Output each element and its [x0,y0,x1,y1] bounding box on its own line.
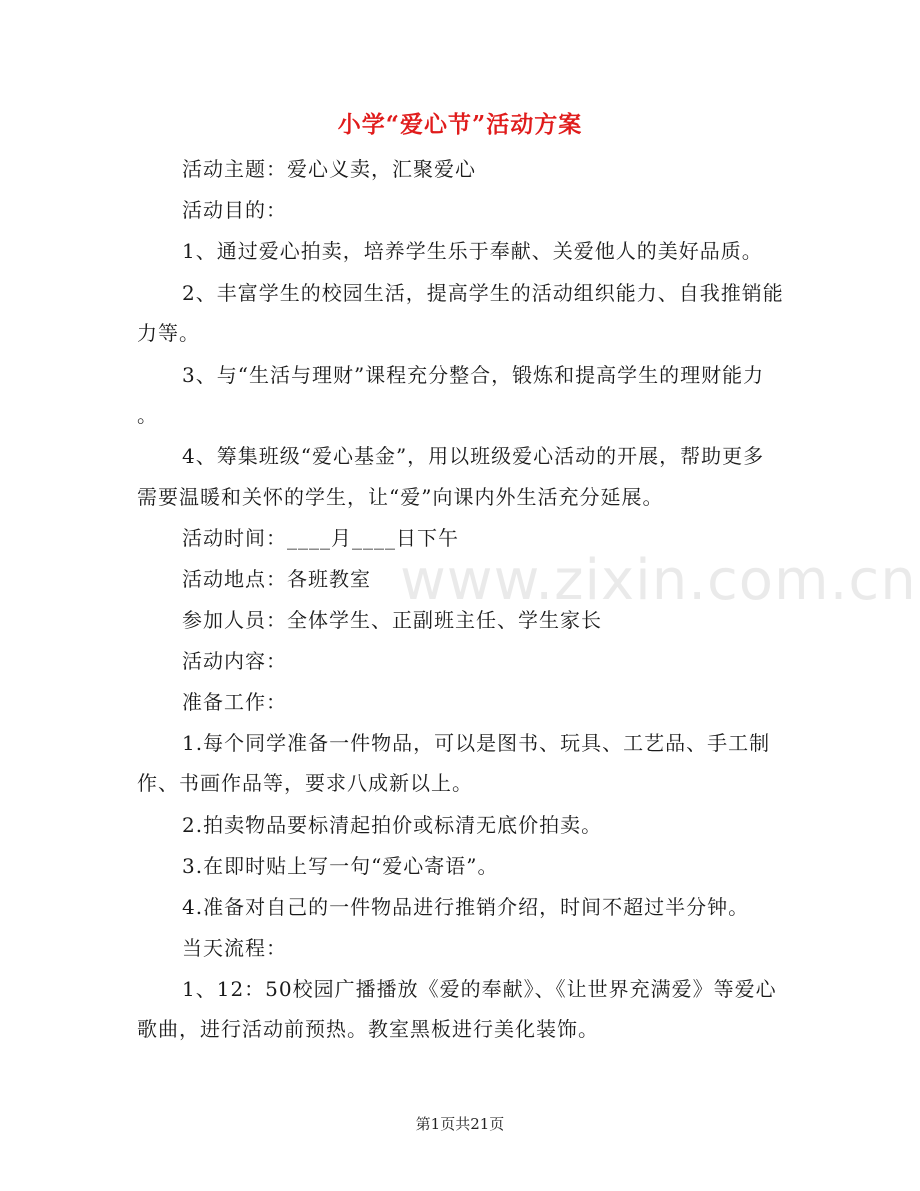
preparation-item-1: 1.每个同学准备一件物品，可以是图书、玩具、工艺品、手工制 [182,731,771,755]
purpose-item-1: 1、通过爱心拍卖，培养学生乐于奉献、关爱他人的美好品质。 [182,239,763,263]
purpose-item-3: 3、与“生活与理财”课程充分整合，锻炼和提高学生的理财能力 [182,363,765,387]
activity-content-heading: 活动内容： [182,649,287,673]
activity-theme: 活动主题：爱心义卖，汇聚爱心 [182,157,476,181]
page-footer: 第1页共21页 [415,1115,505,1133]
purpose-item-4-continued: 需要温暖和关怀的学生，让“爱”向课内外生活充分延展。 [137,485,664,509]
watermark: www.zixin.com.cn [400,548,917,613]
activity-location: 活动地点：各班教室 [182,567,371,591]
preparation-item-1-continued: 作、书画作品等，要求八成新以上。 [137,771,473,795]
purpose-item-3-continued: 。 [137,403,158,427]
preparation-item-2: 2.拍卖物品要标清起拍价或标清无底价拍卖。 [182,813,603,837]
day-process-heading: 当天流程： [182,936,287,960]
preparation-item-4: 4.准备对自己的一件物品进行推销介绍，时间不超过半分钟。 [182,895,750,919]
activity-time: 活动时间：____月____日下午 [182,526,459,550]
activity-purpose-heading: 活动目的： [182,198,287,222]
purpose-item-2: 2、丰富学生的校园生活，提高学生的活动组织能力、自我推销能 [182,281,784,305]
participants: 参加人员：全体学生、正副班主任、学生家长 [182,608,602,632]
document-title: 小学“爱心节”活动方案 [337,111,583,138]
purpose-item-4: 4、筹集班级“爱心基金”，用以班级爱心活动的开展，帮助更多 [182,444,765,468]
purpose-item-2-continued: 力等。 [137,321,200,345]
process-item-1-continued: 歌曲，进行活动前预热。教室黑板进行美化装饰。 [137,1017,599,1041]
preparation-heading: 准备工作： [182,690,287,714]
process-item-1: 1、12：50校园广播播放《爱的奉献》、《让世界充满爱》等爱心 [182,977,777,1001]
preparation-item-3: 3.在即时贴上写一句“爱心寄语”。 [182,854,499,878]
